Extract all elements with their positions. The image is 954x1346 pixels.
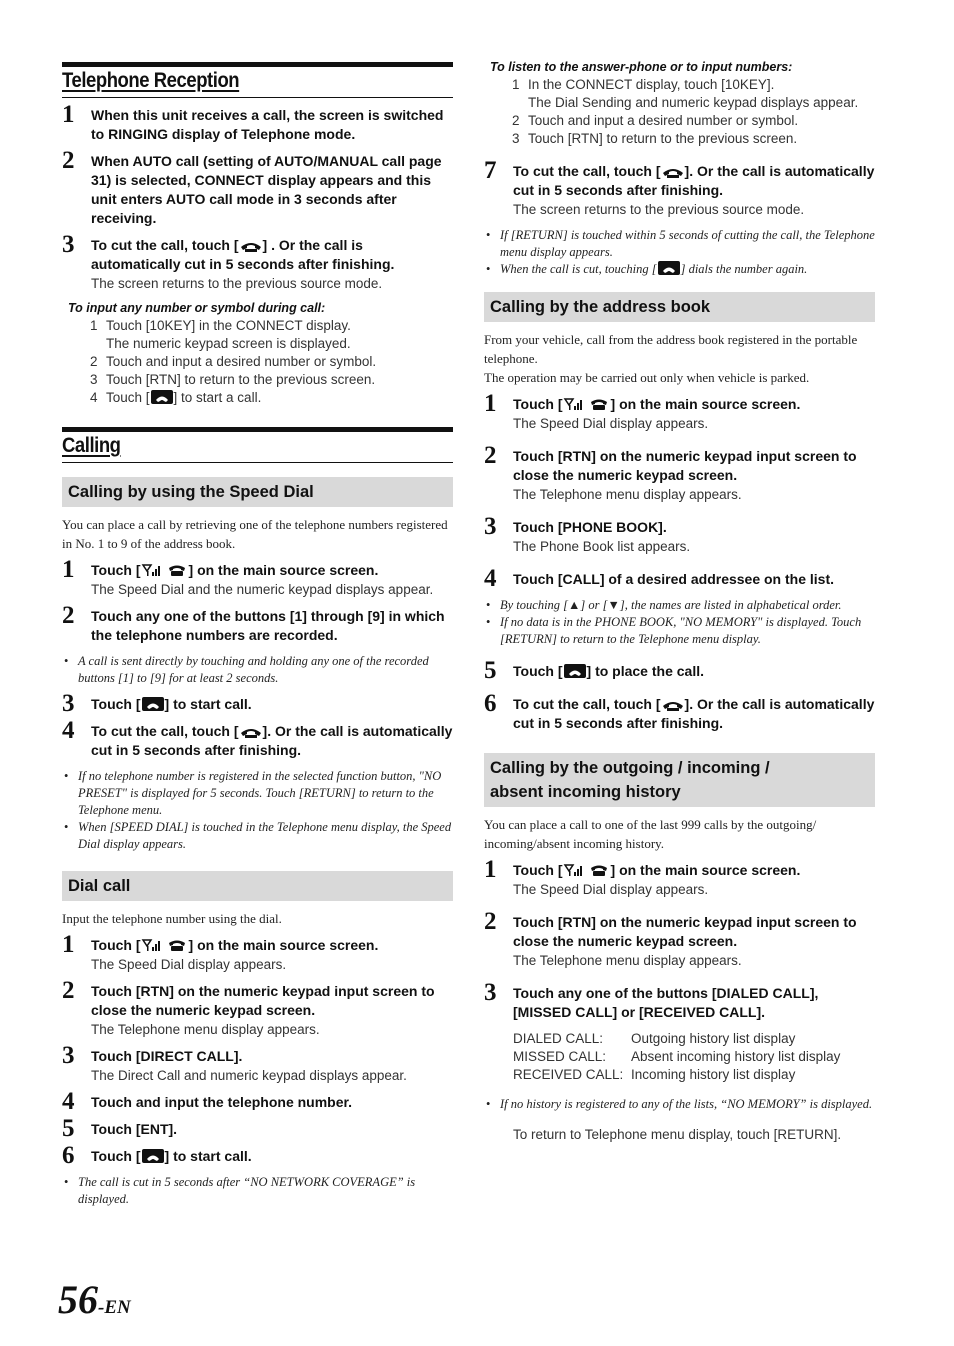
step-text: When this unit receives a call, the screen is switched to RINGING display of Telephone mode.	[91, 107, 444, 142]
input-list: 1 Touch [10KEY] in the CONNECT display. The numeric keypad screen is displayed. 2 Touch and input a desired number or symbol. 3 Touch [RTN] to return to the previous screen. 4 Touch [ ] to start a call.	[90, 318, 377, 405]
subsection-speed-dial: Calling by using the Speed Dial	[62, 477, 453, 507]
step: 6 To cut the call, touch [ ]. Or the call is automatically cut in 5 seconds after finishing.	[484, 690, 875, 731]
paragraph: You can place a call to one of the last 999 calls by the outgoing/ incoming/absent incoming history.	[484, 817, 817, 851]
call-icon	[657, 261, 681, 275]
step-description: The screen returns to the previous source mode.	[91, 276, 383, 291]
step: 2 Touch [RTN] on the numeric keypad input screen to close the numeric keypad screen. The Telephone menu display appears.	[62, 977, 435, 1037]
step: 6 Touch [ ] to start call.	[62, 1142, 252, 1169]
step: 3 Touch [DIRECT CALL]. The Direct Call and numeric keypad displays appear.	[62, 1042, 407, 1083]
paragraph: Input the telephone number using the dial.	[62, 911, 282, 926]
step: 5 Touch [ ] to place the call.	[484, 657, 704, 684]
hang-up-icon	[661, 164, 685, 178]
step: 1 Touch [ ] on the main source screen. The Speed Dial display appears.	[484, 390, 801, 431]
subheading: To input any number or symbol during call:	[68, 301, 326, 315]
step: 1 Touch [ ] on the main source screen. The Speed Dial display appears.	[484, 856, 801, 897]
step: 2 Touch [RTN] on the numeric keypad input screen to close the numeric keypad screen. The Telephone menu display appears.	[484, 442, 857, 502]
step-text: To cut the call, touch [ ] . Or the call is automatically cut in 5 seconds after finishing.	[91, 237, 395, 272]
step: 1 Touch [ ] on the main source screen. The Speed Dial display appears.	[62, 931, 379, 972]
step: 5 Touch [ENT].	[62, 1115, 178, 1142]
step: 7 To cut the call, touch [ ]. Or the call is automatically cut in 5 seconds after finishing. The screen returns to the previous source mode.	[484, 157, 875, 217]
step	[62, 101, 453, 144]
notes: • If [RETURN] is touched within 5 seconds of cutting the call, the Telephone menu display appears. • When the call is cut, touching [ ] dials the number again.	[484, 227, 875, 278]
call-icon	[141, 697, 165, 711]
step-number: 3	[62, 231, 75, 258]
step-number: 1	[62, 101, 75, 128]
step: 4 To cut the call, touch [ ]. Or the call is automatically cut in 5 seconds after finishing.	[62, 717, 453, 758]
step: 3 Touch any one of the buttons [DIALED CALL], [MISSED CALL] or [RECEIVED CALL].	[484, 979, 819, 1020]
paragraph: You can place a call by retrieving one of the telephone numbers registered in No. 1 to 9 of the address book.	[62, 517, 448, 551]
section-title: Calling	[62, 434, 121, 457]
step-number: 2	[62, 147, 75, 174]
history-definitions: DIALED CALL: Outgoing history list display MISSED CALL: Absent incoming history list display RECEIVED CALL: Incoming history list display	[513, 1031, 841, 1082]
notes: • A call is sent directly by touching and holding any one of the recorded buttons [1] to [9] for at least 2 seconds.	[62, 653, 453, 687]
notes: • By touching [▲] or [▼], the names are listed in alphabetical order. • If no data is in the PHONE BOOK, "NO MEMORY" is displayed. Touch [RETURN] to return to the Telephone menu display.	[484, 597, 875, 648]
phone-menu-icon	[141, 563, 189, 577]
subsection-dial-call: Dial call	[62, 871, 453, 901]
step: 4 Touch [CALL] of a desired addressee on the list.	[484, 565, 835, 592]
hang-up-icon	[239, 724, 263, 738]
step	[62, 147, 453, 228]
step: 3 Touch [PHONE BOOK]. The Phone Book list appears.	[484, 513, 691, 554]
hang-up-icon	[661, 697, 685, 711]
call-icon	[141, 1149, 165, 1163]
paragraph: From your vehicle, call from the address book registered in the portable telephone. The operation may be carried out only when vehicle is parked.	[484, 332, 858, 385]
phone-menu-icon	[563, 863, 611, 877]
phone-menu-icon	[141, 938, 189, 952]
section-title: Telephone Reception	[62, 69, 240, 92]
step: 2 Touch any one of the buttons [1] through [9] in which the telephone numbers are recorded.	[62, 602, 445, 643]
step	[62, 231, 453, 293]
step: 3 Touch [ ] to start call.	[62, 690, 252, 717]
call-icon	[150, 390, 174, 404]
notes: • The call is cut in 5 seconds after “NO NETWORK COVERAGE” is displayed.	[62, 1174, 453, 1208]
notes: • If no telephone number is registered in the selected function button, "NO PRESET" is displayed for 5 seconds. Touch [RETURN] to return to the Telephone menu. • When [SPEED DIAL] is touched in the Telephone menu display, the Speed Dial display appears.	[62, 768, 453, 853]
notes: • If no history is registered to any of the lists, “NO MEMORY” is displayed.	[484, 1096, 875, 1113]
step: 4 Touch and input the telephone number.	[62, 1088, 353, 1115]
left-column	[62, 62, 453, 1216]
subheading: To listen to the answer-phone or to input numbers:	[490, 60, 793, 74]
section-telephone-reception	[62, 62, 453, 98]
section-calling	[62, 427, 453, 463]
return-instruction: To return to Telephone menu display, touch [RETURN].	[513, 1127, 842, 1142]
subsection-address-book: Calling by the address book	[484, 292, 875, 322]
listen-list: 1 In the CONNECT display, touch [10KEY]. The Dial Sending and numeric keypad displays appear. 2 Touch and input a desired number or symbol. 3 Touch [RTN] to return to the previous screen.	[512, 77, 859, 146]
call-icon	[563, 664, 587, 678]
phone-menu-icon	[563, 397, 611, 411]
subsection-history: Calling by the outgoing / incoming / absent incoming history	[484, 753, 875, 807]
step: 1 Touch [ ] on the main source screen. The Speed Dial and the numeric keypad displays appear.	[62, 556, 434, 597]
step-text: When AUTO call (setting of AUTO/MANUAL call page 31) is selected, CONNECT display appears and this unit enters AUTO call mode in 3 seconds after receiving.	[91, 153, 442, 226]
hang-up-icon	[239, 238, 263, 252]
right-column	[484, 60, 875, 1142]
step: 2 Touch [RTN] on the numeric keypad input screen to close the numeric keypad screen. The Telephone menu display appears.	[484, 908, 857, 968]
page-number: 56-EN	[58, 1277, 131, 1322]
